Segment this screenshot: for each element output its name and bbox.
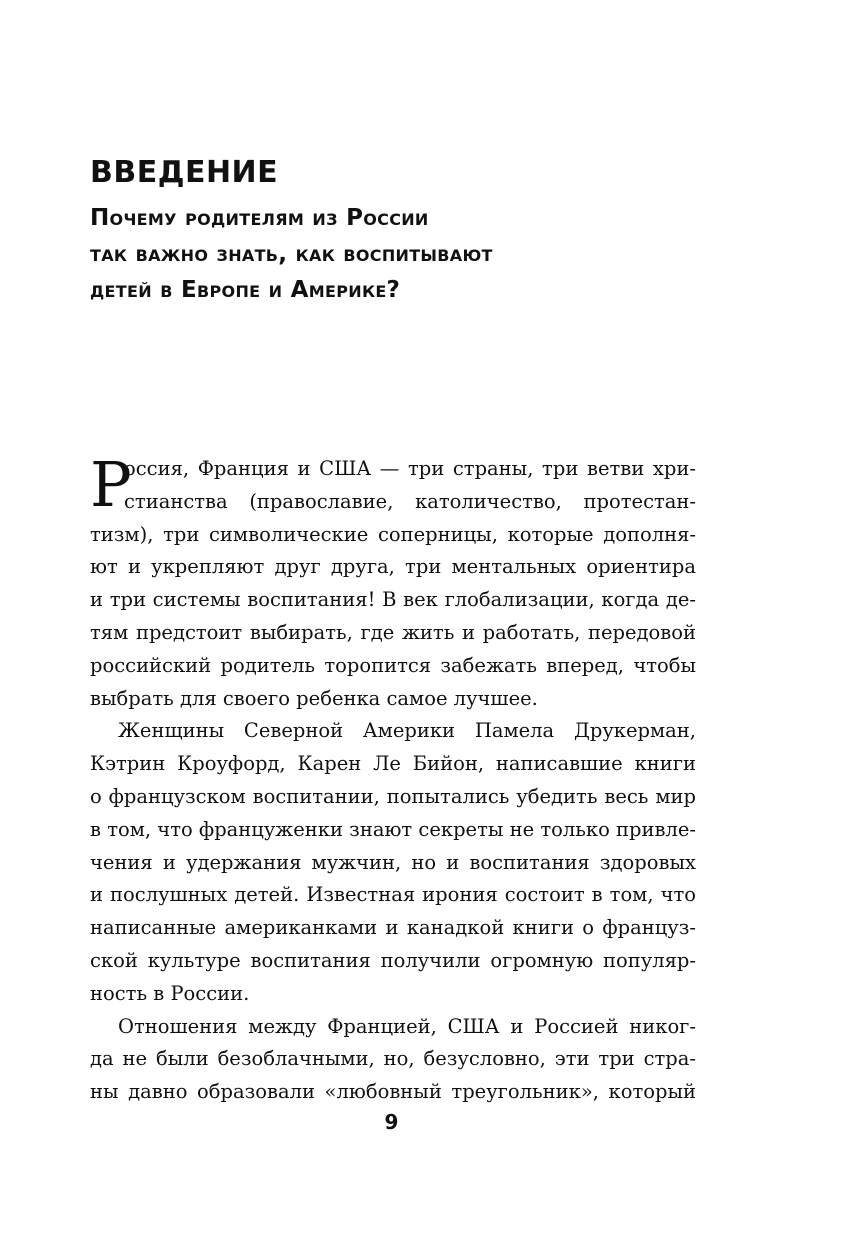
paragraph-3 (90, 1011, 696, 1109)
text-line: ют и укрепляют друг друга, три ментальных ориентира (90, 555, 696, 579)
chapter-title: ВВЕДЕНИЕ (90, 155, 279, 190)
page-number: 9 (384, 1110, 399, 1134)
text-line: ны давно образовали «любовный треугольник», который (90, 1080, 696, 1104)
text-line: и три системы воспитания! В век глобализации, когда де- (90, 588, 696, 612)
paragraph-2 (90, 715, 696, 1010)
subtitle-line: так важно знать, как воспитывают (90, 241, 493, 267)
text-line: о французском воспитании, попытались убедить весь мир (90, 784, 696, 808)
text-line: Женщины Северной Америки Памела Друкерман, (118, 719, 696, 743)
body-text (90, 448, 696, 1109)
text-line: ность в России. (90, 981, 250, 1005)
text-line: написанные американками и канадкой книги о француз- (90, 916, 696, 940)
text-line: тям предстоит выбирать, где жить и работать, передовой (90, 620, 696, 644)
text-line: тизм), три символические соперницы, которые дополня- (90, 522, 696, 546)
subtitle-line: Почему родителям из России (90, 205, 429, 231)
text-line: выбрать для своего ребенка самое лучшее. (90, 686, 538, 710)
text-line: чения и удержания мужчин, но и воспитания здоровых (90, 850, 696, 874)
paragraph-1 (90, 448, 696, 715)
text-line: стианства (православие, католичество, протестан- (124, 489, 696, 513)
text-line: и послушных детей. Известная ирония состоит в том, что (90, 883, 696, 907)
text-line: Отношения между Францией, США и Россией никог- (118, 1014, 696, 1038)
drop-cap: Р (90, 448, 132, 521)
text-line: ской культуре воспитания получили огромную популяр- (90, 948, 696, 972)
text-line: Кэтрин Кроуфорд, Карен Ле Бийон, написавшие книги (90, 752, 696, 776)
text-line: в том, что француженки знают секреты не только привле- (90, 817, 696, 841)
chapter-subtitle (90, 200, 493, 308)
chapter-heading (90, 150, 493, 308)
subtitle-line: детей в Европе и Америке? (90, 277, 401, 303)
text-line: да не были безоблачными, но, безусловно, эти три стра- (90, 1047, 696, 1071)
text-line: оссия, Франция и США — три страны, три ветви хри- (124, 457, 696, 480)
text-line: российский родитель торопится забежать вперед, чтобы (90, 653, 696, 677)
